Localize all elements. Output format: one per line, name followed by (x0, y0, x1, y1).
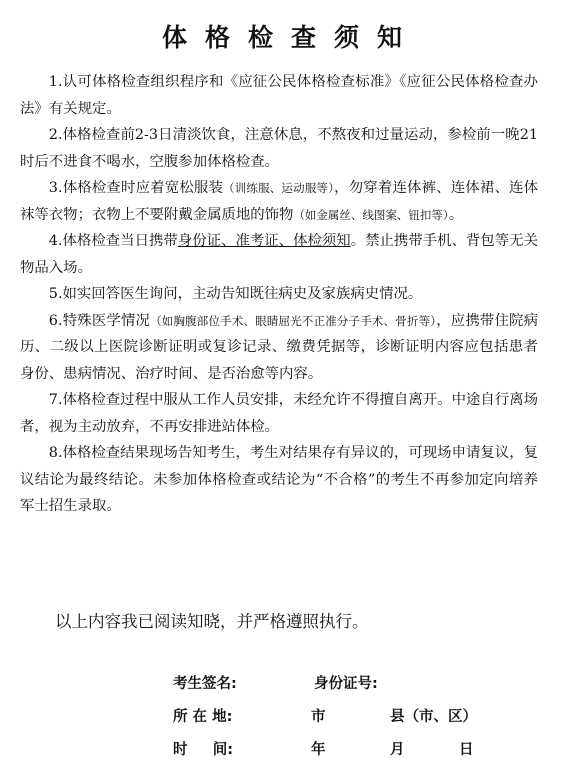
year-label: 年 (311, 742, 326, 758)
notice-item-text: 。禁止携带手机、背包等无关物品入场。 (20, 233, 538, 276)
day-label: 日 (459, 742, 474, 758)
notice-item-text: （如金属丝、线图案、钮扣等） (293, 207, 449, 222)
notice-item-text: 8.体格检查结果现场告知考生，考生对结果存有异议的，可现场申请复议，复议结论为最终结论。未参加体格检查或结论为“不合格”的考生不再参加定向培养军士招生录取。 (20, 445, 538, 514)
notice-item-text: 7.体格检查过程中服从工作人员安排，未经允许不得擅自离开。中途自行离场者，视为主动放弃，不再安排进站体检。 (20, 392, 538, 435)
notice-item-text: 4.体格检查当日携带 (48, 233, 178, 249)
time-label: 时 间: (173, 742, 234, 758)
pledge-statement: 以上内容我已阅读知晓，并严格遵照执行。 (55, 612, 369, 631)
notice-item-text: 3.体格检查时应着宽松服装 (48, 180, 224, 196)
city-label: 市 (311, 709, 326, 725)
notice-item-text: ，应携带住院病历、二级以上医院诊断证明或复诊记录、缴费凭据等，诊断证明内容应包括患者身份、患病情况、治疗时间、是否治愈等内容。 (20, 312, 538, 382)
notice-item-text: 。 (448, 206, 464, 223)
required-documents-text: 身份证、准考证、体检须知 (177, 233, 351, 249)
notice-item-text: 2.体格检查前2-3日清淡饮食，注意休息，不熬夜和过量运动，参检前一晚21时后不进食不喝水，空腹参加体格检查。 (20, 127, 538, 170)
document-title: 体格检查须知 (161, 23, 420, 52)
notice-item-text: 6.特殊医学情况 (48, 312, 151, 329)
location-label: 所 在 地: (173, 709, 233, 725)
notice-item-text: （如胸腹部位手术、眼睛屈光不正准分子手术、骨折等） (150, 313, 437, 328)
county-label: 县（市、区） (390, 709, 477, 725)
notice-item-text: （训练服、运动服等） (223, 181, 335, 195)
notice-item-text: 5.如实回答医生询问，主动告知既往病史及家族病史情况。 (48, 286, 423, 302)
notice-item-text: 1.认可体格检查组织程序和《应征公民体格检查标准》《应征公民体格检查办法》有关规定。 (20, 74, 538, 117)
signature-label: 考生签名: (173, 676, 237, 692)
month-label: 月 (390, 742, 405, 758)
notice-item-text: ，勿穿着连体裤、连体裙、连体袜等衣物；衣物上不要附戴金属质地的饰物 (20, 180, 539, 223)
id-number-label: 身份证号: (314, 676, 378, 692)
